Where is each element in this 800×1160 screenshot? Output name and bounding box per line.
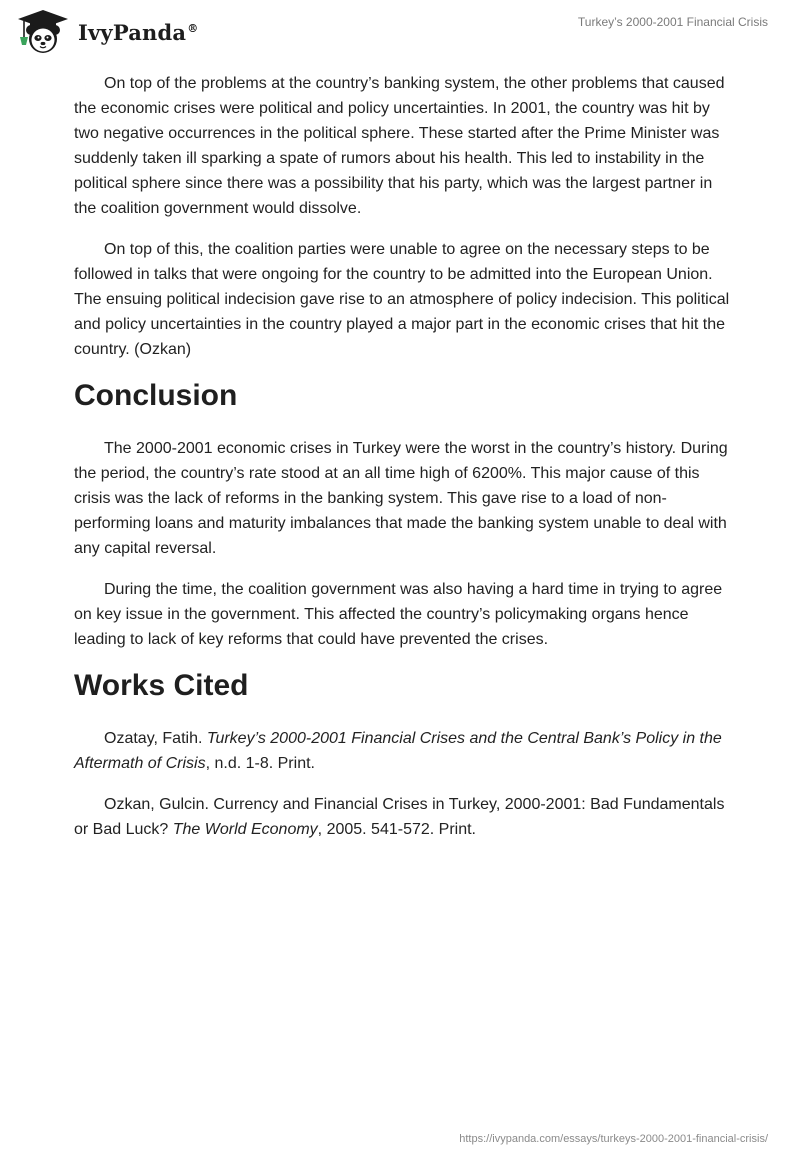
conclusion-heading: Conclusion — [74, 379, 238, 412]
citation-title: The World Economy — [172, 821, 318, 838]
citation-details: , 2005. 541-572. Print. — [317, 821, 476, 838]
page-header — [0, 0, 800, 60]
conclusion-paragraph-1: The 2000-2001 economic crises in Turkey were the worst in the country’s history. During the period, the country’s rate stood at an all time high of 6200%. This major cause of this crisis was the lack of reforms in the banking system. This gave rise to a load of non-performing loans and maturity imbalances that made the banking system unable to deal with any capital reversal. — [74, 440, 728, 557]
citation-entry — [74, 792, 734, 842]
citation-details: , n.d. 1-8. Print. — [205, 755, 315, 772]
logo-wordmark — [78, 20, 198, 45]
essay-content — [74, 71, 734, 858]
panda-graduate-icon — [14, 8, 72, 56]
logo-text: IvyPanda — [78, 19, 187, 45]
body-paragraph-1: On top of the problems at the country’s banking system, the other problems that caused the economic crises were political and policy uncertainties. In 2001, the country was hit by two negative occurrences in the political sphere. These started after the Prime Minister was suddenly taken ill sparking a spate of rumors about his health. This led to instability in the political sphere since there was a possibility that his party, which was the largest partner in the coalition government would dissolve. — [74, 75, 725, 217]
source-url[interactable]: https://ivypanda.com/essays/turkeys-2000-2001-financial-crisis/ — [459, 1133, 768, 1145]
citation-entry — [74, 726, 734, 776]
body-paragraph-2: On top of this, the coalition parties were unable to agree on the necessary steps to be followed in talks that were ongoing for the country to be admitted into the European Union. The ensuing political indecision gave rise to an atmosphere of policy indecision. This political and policy uncertainties in the country played a major part in the economic crises that hit the country. (Ozkan) — [74, 241, 730, 358]
conclusion-paragraph-2: During the time, the coalition government was also having a hard time in trying to agree on key issue in the government. This affected the country’s policymaking organs hence leading to lack of key reforms that could have prevented the crises. — [74, 581, 723, 648]
citation-author: Ozkan, Gulcin. Currency and Financial Crises in Turkey, 2000-2001: Bad Fundamentals or Bad Luck? — [74, 796, 725, 838]
ivypanda-logo[interactable] — [14, 8, 198, 56]
works-cited-heading: Works Cited — [74, 669, 249, 702]
registered-mark: ® — [187, 21, 199, 35]
citation-author: Ozatay, Fatih. — [104, 730, 207, 747]
citation-title: Turkey’s 2000-2001 Financial Crises and the Central Bank’s Policy in the Aftermath of Crisis — [74, 730, 722, 772]
running-title: Turkey’s 2000-2001 Financial Crisis — [577, 15, 768, 29]
